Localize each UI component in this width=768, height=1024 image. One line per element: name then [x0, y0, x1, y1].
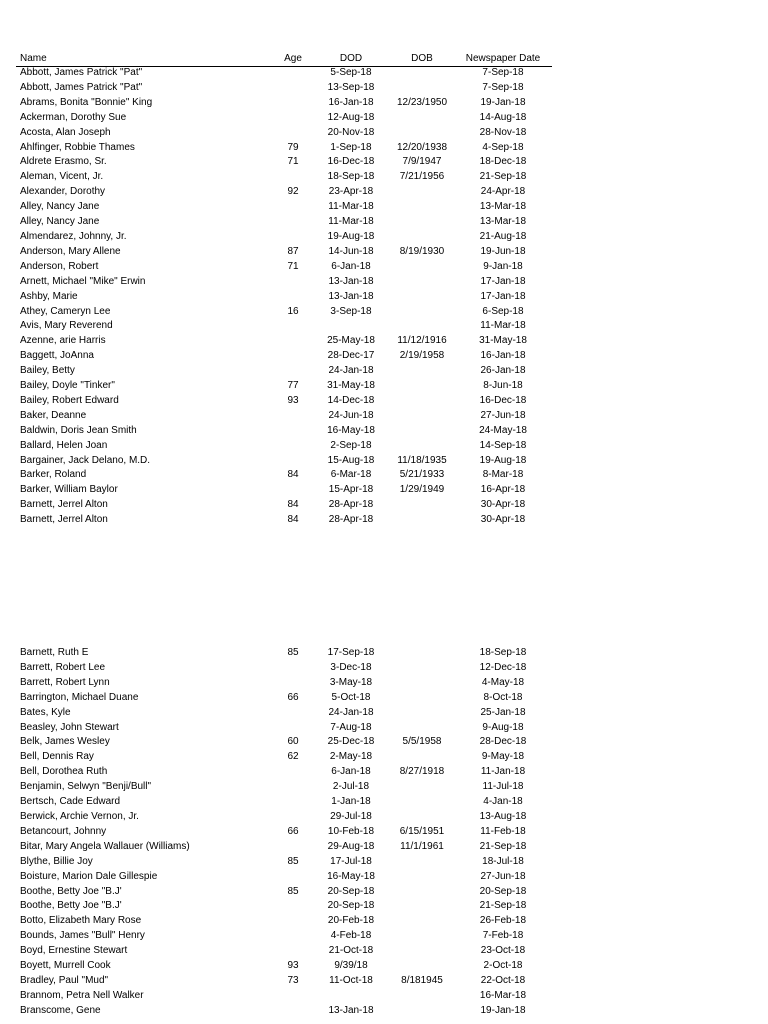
cell-newspaper-date: 14-Aug-18 — [479, 111, 527, 123]
table-row — [0, 750, 768, 765]
cell-dod: 19-Aug-18 — [327, 230, 375, 242]
cell-name: Ashby, Marie — [20, 290, 78, 302]
cell-dod: 21-Oct-18 — [328, 945, 374, 957]
cell-dod: 15-Apr-18 — [328, 484, 374, 496]
cell-dod: 6-Jan-18 — [331, 766, 371, 778]
cell-newspaper-date: 16-Dec-18 — [479, 394, 527, 406]
cell-dod: 16-Dec-18 — [327, 156, 375, 168]
table-row — [0, 676, 768, 691]
cell-newspaper-date: 11-Jan-18 — [480, 766, 526, 778]
cell-name: Boyett, Murrell Cook — [20, 960, 111, 972]
table-row — [0, 215, 768, 230]
cell-newspaper-date: 28-Nov-18 — [479, 126, 527, 138]
cell-age: 84 — [287, 469, 299, 481]
cell-dob: 5/5/1958 — [402, 736, 442, 748]
cell-dod: 17-Sep-18 — [327, 647, 375, 658]
table-row — [0, 795, 768, 810]
table-row — [0, 334, 768, 349]
table-row — [0, 185, 768, 200]
table-row — [0, 780, 768, 795]
cell-name: Bertsch, Cade Edward — [20, 796, 121, 808]
cell-dod: 1-Jan-18 — [331, 796, 371, 808]
cell-name: Belk, James Wesley — [20, 736, 110, 748]
table-row — [0, 305, 768, 320]
table-row — [0, 81, 768, 96]
cell-dod: 3-Sep-18 — [330, 305, 372, 317]
table-row — [0, 513, 768, 528]
table-row — [0, 468, 768, 483]
cell-name: Bailey, Betty — [20, 365, 75, 377]
cell-dod: 2-May-18 — [329, 751, 373, 763]
cell-dod: 5-Oct-18 — [331, 691, 371, 703]
cell-name: Arnett, Michael "Mike" Erwin — [20, 275, 146, 287]
table-row — [0, 364, 768, 379]
cell-dob: 8/181945 — [401, 974, 443, 986]
table-row — [0, 646, 768, 661]
obituary-table-page-1 — [0, 52, 768, 528]
cell-name: Barnett, Ruth E — [20, 647, 89, 658]
cell-newspaper-date: 21-Sep-18 — [479, 840, 527, 852]
cell-newspaper-date: 16-Mar-18 — [479, 989, 527, 1001]
cell-age: 93 — [287, 394, 299, 406]
cell-dob: 5/21/1933 — [399, 469, 445, 481]
cell-newspaper-date: 4-Sep-18 — [482, 141, 524, 153]
header-dob: DOB — [411, 53, 433, 64]
cell-newspaper-date: 13-Mar-18 — [479, 216, 527, 228]
cell-age: 71 — [287, 260, 299, 272]
table-row — [0, 765, 768, 780]
cell-newspaper-date: 30-Apr-18 — [480, 514, 526, 526]
cell-newspaper-date: 24-May-18 — [479, 424, 527, 436]
cell-name: Barrett, Robert Lynn — [20, 676, 110, 688]
cell-name: Boothe, Betty Joe "B.J' — [20, 885, 122, 897]
cell-name: Bitar, Mary Angela Wallauer (Williams) — [20, 840, 190, 852]
table-row — [0, 230, 768, 245]
table-row — [0, 706, 768, 721]
table-row — [0, 735, 768, 750]
cell-dod: 29-Aug-18 — [327, 840, 375, 852]
cell-newspaper-date: 11-Mar-18 — [480, 320, 526, 332]
cell-newspaper-date: 26-Feb-18 — [479, 915, 527, 927]
cell-name: Bounds, James "Bull" Henry — [20, 930, 145, 942]
cell-age: 87 — [287, 245, 299, 257]
cell-newspaper-date: 4-Jan-18 — [483, 796, 523, 808]
cell-dod: 2-Jul-18 — [332, 781, 370, 793]
cell-newspaper-date: 23-Oct-18 — [480, 945, 526, 957]
cell-age: 93 — [287, 960, 299, 972]
cell-name: Abbott, James Patrick "Pat" — [20, 67, 143, 78]
cell-name: Bradley, Paul "Mud" — [20, 974, 109, 986]
table-row — [0, 914, 768, 929]
cell-name: Bailey, Robert Edward — [20, 394, 119, 406]
cell-dod: 28-Apr-18 — [328, 514, 374, 526]
cell-dob: 11/1/1961 — [400, 840, 444, 852]
cell-dod: 6-Mar-18 — [330, 469, 372, 481]
cell-name: Baker, Deanne — [20, 409, 87, 421]
cell-name: Beasley, John Stewart — [20, 721, 119, 733]
cell-newspaper-date: 26-Jan-18 — [480, 365, 526, 377]
cell-dod: 20-Sep-18 — [327, 885, 375, 897]
cell-newspaper-date: 24-Apr-18 — [480, 186, 526, 198]
cell-newspaper-date: 9-Jan-18 — [483, 260, 523, 272]
cell-dod: 28-Dec-17 — [327, 350, 375, 362]
cell-newspaper-date: 8-Mar-18 — [482, 469, 524, 481]
cell-name: Barker, Roland — [20, 469, 87, 481]
cell-dod: 16-May-18 — [327, 870, 375, 882]
table-row — [0, 899, 768, 914]
cell-name: Azenne, arie Harris — [20, 335, 106, 347]
table-row — [0, 290, 768, 305]
cell-age: 66 — [287, 691, 299, 703]
table-row — [0, 155, 768, 170]
cell-dod: 11-Oct-18 — [329, 974, 373, 986]
cell-newspaper-date: 2-Oct-18 — [483, 960, 523, 972]
cell-name: Baldwin, Doris Jean Smith — [20, 424, 137, 436]
table-row — [0, 944, 768, 959]
cell-dod: 24-Jun-18 — [328, 409, 374, 421]
cell-dod: 31-May-18 — [327, 380, 375, 392]
cell-newspaper-date: 12-Dec-18 — [479, 661, 527, 673]
table-row — [0, 885, 768, 900]
table-row — [0, 1004, 768, 1019]
cell-dod: 7-Aug-18 — [330, 721, 372, 733]
cell-newspaper-date: 7-Sep-18 — [482, 81, 524, 93]
cell-dob: 11/12/1916 — [397, 335, 447, 347]
table-row — [0, 275, 768, 290]
cell-name: Alley, Nancy Jane — [20, 216, 100, 228]
cell-dob: 2/19/1958 — [399, 350, 445, 362]
cell-dod: 17-Jul-18 — [330, 855, 372, 867]
cell-name: Alley, Nancy Jane — [20, 201, 100, 213]
header-row — [0, 52, 768, 66]
cell-dod: 23-Apr-18 — [328, 186, 374, 198]
cell-age: 85 — [287, 647, 299, 658]
cell-newspaper-date: 17-Jan-18 — [480, 290, 526, 302]
cell-dob: 7/21/1956 — [399, 171, 445, 183]
cell-name: Boisture, Marion Dale Gillespie — [20, 870, 158, 882]
cell-age: 79 — [287, 141, 299, 153]
cell-dod: 20-Feb-18 — [327, 915, 375, 927]
cell-name: Branscome, Gene — [20, 1004, 101, 1016]
cell-newspaper-date: 7-Sep-18 — [482, 67, 524, 78]
table-row — [0, 959, 768, 974]
cell-newspaper-date: 11-Feb-18 — [480, 825, 526, 837]
table-row — [0, 855, 768, 870]
cell-age: 84 — [287, 514, 299, 526]
cell-name: Betancourt, Johnny — [20, 825, 107, 837]
cell-age: 71 — [287, 156, 299, 168]
table-body — [0, 646, 768, 1019]
cell-name: Benjamin, Selwyn "Benji/Bull" — [20, 781, 152, 793]
cell-newspaper-date: 28-Dec-18 — [479, 736, 527, 748]
table-row — [0, 721, 768, 736]
cell-dod: 20-Nov-18 — [327, 126, 375, 138]
table-row — [0, 439, 768, 454]
table-row — [0, 379, 768, 394]
cell-name: Avis, Mary Reverend — [20, 320, 113, 332]
cell-name: Aleman, Vicent, Jr. — [20, 171, 104, 183]
cell-age: 85 — [287, 885, 299, 897]
cell-dod: 13-Jan-18 — [328, 275, 374, 287]
cell-newspaper-date: 27-Jun-18 — [480, 409, 526, 421]
cell-age: 60 — [287, 736, 299, 748]
cell-newspaper-date: 21-Sep-18 — [479, 171, 527, 183]
cell-name: Botto, Elizabeth Mary Rose — [20, 915, 142, 927]
cell-dod: 11-Mar-18 — [328, 201, 374, 213]
table-row — [0, 409, 768, 424]
cell-age: 73 — [287, 974, 299, 986]
cell-dod: 16-May-18 — [327, 424, 375, 436]
cell-dod: 29-Jul-18 — [330, 810, 372, 822]
cell-name: Brannom, Petra Nell Walker — [20, 989, 144, 1001]
cell-age: 62 — [287, 751, 299, 763]
cell-newspaper-date: 27-Jun-18 — [480, 870, 526, 882]
cell-newspaper-date: 30-Apr-18 — [480, 499, 526, 511]
cell-dod: 4-Feb-18 — [330, 930, 372, 942]
cell-dod: 14-Dec-18 — [327, 394, 375, 406]
table-row — [0, 661, 768, 676]
table-row — [0, 483, 768, 498]
table-row — [0, 126, 768, 141]
cell-dod: 6-Jan-18 — [331, 260, 371, 272]
cell-dod: 25-Dec-18 — [327, 736, 375, 748]
cell-name: Bell, Dorothea Ruth — [20, 766, 108, 778]
table-row — [0, 825, 768, 840]
cell-name: Abrams, Bonita "Bonnie" King — [20, 96, 153, 108]
cell-name: Bailey, Doyle "Tinker" — [20, 380, 115, 392]
cell-dod: 24-Jan-18 — [328, 365, 374, 377]
cell-newspaper-date: 18-Dec-18 — [479, 156, 527, 168]
cell-dod: 25-May-18 — [327, 335, 375, 347]
cell-name: Acosta, Alan Joseph — [20, 126, 111, 138]
cell-name: Ballard, Helen Joan — [20, 439, 108, 451]
cell-newspaper-date: 14-Sep-18 — [479, 439, 527, 451]
table-body — [0, 66, 768, 528]
header-dod: DOD — [339, 53, 363, 64]
cell-newspaper-date: 9-May-18 — [481, 751, 525, 763]
cell-newspaper-date: 18-Sep-18 — [479, 647, 527, 658]
cell-dod: 14-Jun-18 — [328, 245, 374, 257]
obituary-table-page-2 — [0, 646, 768, 1019]
cell-name: Bargainer, Jack Delano, M.D. — [20, 454, 151, 466]
cell-name: Alexander, Dorothy — [20, 186, 106, 198]
table-row — [0, 111, 768, 126]
cell-name: Anderson, Robert — [20, 260, 99, 272]
cell-age: 66 — [287, 825, 299, 837]
cell-dob: 12/20/1938 — [396, 141, 448, 153]
cell-dob: 11/18/1935 — [397, 454, 447, 466]
table-row — [0, 498, 768, 513]
table-row — [0, 929, 768, 944]
cell-name: Barrett, Robert Lee — [20, 661, 106, 673]
header-name: Name — [20, 53, 47, 64]
cell-dob: 7/9/1947 — [402, 156, 442, 168]
cell-age: 85 — [287, 855, 299, 867]
cell-dod: 3-May-18 — [329, 676, 373, 688]
cell-newspaper-date: 13-Mar-18 — [479, 201, 527, 213]
cell-newspaper-date: 16-Apr-18 — [480, 484, 526, 496]
cell-name: Barnett, Jerrel Alton — [20, 499, 108, 511]
cell-dod: 1-Sep-18 — [330, 141, 372, 153]
cell-dob: 12/23/1950 — [396, 96, 448, 108]
table-row — [0, 170, 768, 185]
cell-dod: 10-Feb-18 — [327, 825, 375, 837]
cell-name: Bell, Dennis Ray — [20, 751, 94, 763]
cell-newspaper-date: 22-Oct-18 — [480, 974, 526, 986]
cell-name: Barrington, Michael Duane — [20, 691, 139, 703]
cell-dod: 15-Aug-18 — [327, 454, 375, 466]
cell-dod: 24-Jan-18 — [328, 706, 374, 718]
cell-dob: 8/19/1930 — [399, 245, 445, 257]
table-row — [0, 454, 768, 469]
cell-name: Almendarez, Johnny, Jr. — [20, 230, 127, 242]
cell-newspaper-date: 25-Jan-18 — [480, 706, 526, 718]
header-underline — [16, 66, 552, 67]
cell-name: Boothe, Betty Joe "B.J' — [20, 900, 122, 912]
table-row — [0, 349, 768, 364]
cell-newspaper-date: 19-Jan-18 — [480, 96, 526, 108]
cell-dod: 13-Jan-18 — [328, 1004, 374, 1016]
cell-name: Athey, Cameryn Lee — [20, 305, 111, 317]
cell-dod: 13-Jan-18 — [328, 290, 374, 302]
cell-age: 84 — [287, 499, 299, 511]
cell-newspaper-date: 20-Sep-18 — [479, 885, 527, 897]
cell-dod: 11-Mar-18 — [328, 216, 374, 228]
cell-name: Ackerman, Dorothy Sue — [20, 111, 127, 123]
cell-newspaper-date: 4-May-18 — [481, 676, 525, 688]
table-row — [0, 870, 768, 885]
header-newspaper-date: Newspaper Date — [465, 53, 541, 64]
cell-newspaper-date: 19-Aug-18 — [479, 454, 527, 466]
cell-name: Boyd, Ernestine Stewart — [20, 945, 128, 957]
cell-newspaper-date: 7-Feb-18 — [482, 930, 524, 942]
cell-name: Anderson, Mary Allene — [20, 245, 121, 257]
table-row — [0, 96, 768, 111]
cell-newspaper-date: 11-Jul-18 — [482, 781, 524, 793]
cell-newspaper-date: 19-Jun-18 — [480, 245, 526, 257]
cell-dod: 20-Sep-18 — [327, 900, 375, 912]
table-row — [0, 319, 768, 334]
cell-name: Ahlfinger, Robbie Thames — [20, 141, 135, 153]
table-row — [0, 840, 768, 855]
cell-name: Barker, William Baylor — [20, 484, 118, 496]
cell-newspaper-date: 17-Jan-18 — [480, 275, 526, 287]
table-row — [0, 424, 768, 439]
table-row — [0, 974, 768, 989]
cell-dod: 28-Apr-18 — [328, 499, 374, 511]
cell-newspaper-date: 19-Jan-18 — [480, 1004, 526, 1016]
cell-newspaper-date: 31-May-18 — [479, 335, 527, 347]
cell-age: 77 — [287, 380, 299, 392]
cell-newspaper-date: 8-Oct-18 — [483, 691, 523, 703]
table-row — [0, 810, 768, 825]
cell-dod: 2-Sep-18 — [330, 439, 372, 451]
table-row — [0, 260, 768, 275]
cell-dob: 1/29/1949 — [399, 484, 445, 496]
cell-age: 92 — [287, 186, 299, 198]
cell-dod: 12-Aug-18 — [327, 111, 375, 123]
cell-dod: 13-Sep-18 — [327, 81, 375, 93]
cell-name: Berwick, Archie Vernon, Jr. — [20, 810, 139, 822]
cell-newspaper-date: 21-Aug-18 — [479, 230, 527, 242]
table-row — [0, 245, 768, 260]
cell-newspaper-date: 18-Jul-18 — [482, 855, 524, 867]
cell-name: Baggett, JoAnna — [20, 350, 94, 362]
table-row — [0, 141, 768, 156]
cell-dob: 6/15/1951 — [399, 825, 445, 837]
cell-newspaper-date: 9-Aug-18 — [482, 721, 524, 733]
table-row — [0, 200, 768, 215]
cell-name: Blythe, Billie Joy — [20, 855, 93, 867]
header-age: Age — [284, 53, 302, 64]
table-row — [0, 394, 768, 409]
cell-newspaper-date: 8-Jun-18 — [483, 380, 523, 392]
cell-name: Aldrete Erasmo, Sr. — [20, 156, 107, 168]
table-row — [0, 691, 768, 706]
cell-dod: 16-Jan-18 — [328, 96, 374, 108]
cell-name: Abbott, James Patrick "Pat" — [20, 81, 143, 93]
cell-dod: 3-Dec-18 — [330, 661, 372, 673]
cell-dob: 8/27/1918 — [399, 766, 445, 778]
cell-newspaper-date: 13-Aug-18 — [479, 810, 527, 822]
cell-newspaper-date: 6-Sep-18 — [482, 305, 524, 317]
cell-dod: 9/39/18 — [334, 960, 368, 972]
cell-name: Barnett, Jerrel Alton — [20, 514, 108, 526]
cell-dod: 5-Sep-18 — [330, 67, 372, 78]
cell-name: Bates, Kyle — [20, 706, 71, 718]
cell-age: 16 — [287, 305, 299, 317]
cell-dod: 18-Sep-18 — [327, 171, 375, 183]
cell-newspaper-date: 21-Sep-18 — [479, 900, 527, 912]
table-row — [0, 989, 768, 1004]
table-row — [0, 66, 768, 81]
cell-newspaper-date: 16-Jan-18 — [480, 350, 526, 362]
